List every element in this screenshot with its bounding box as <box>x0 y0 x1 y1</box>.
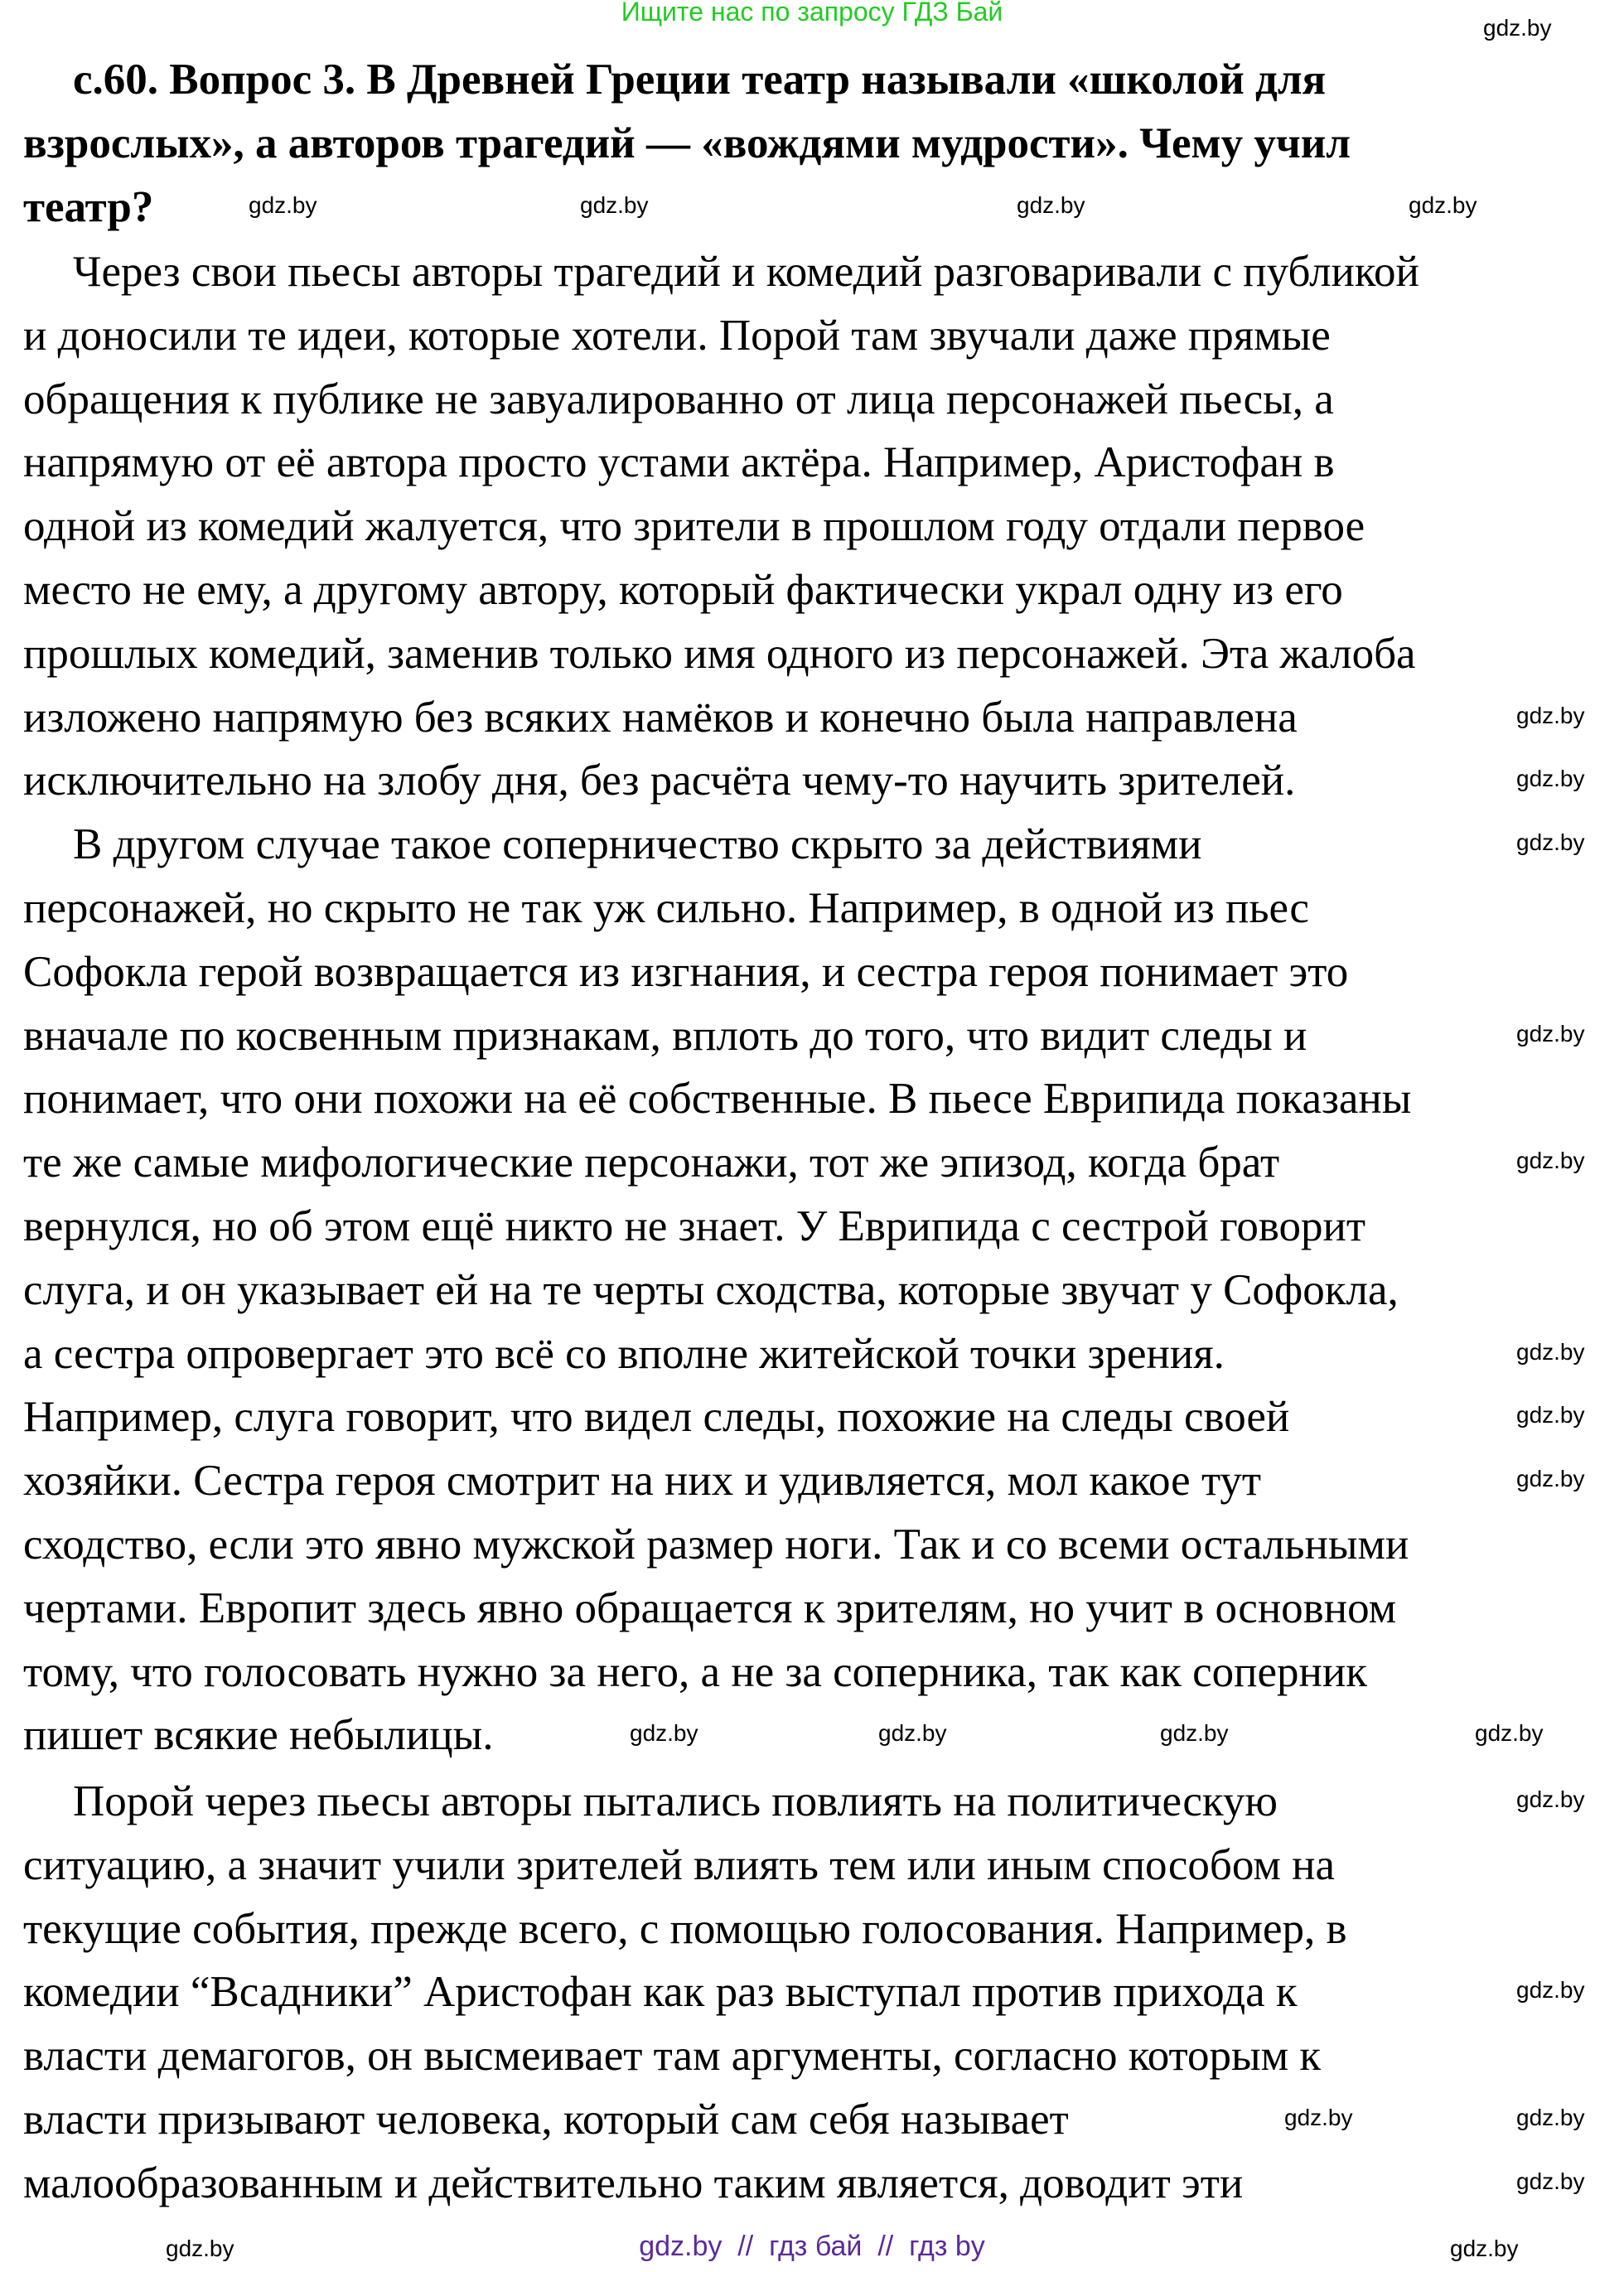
text-line: персонажей, но скрыто не так уж сильно. Например, в одной из пьес <box>23 883 1309 932</box>
text-line: текущие события, прежде всего, с помощью голосования. Например, в <box>23 1904 1347 1953</box>
watermark: gdz.by <box>1516 1021 1585 1047</box>
watermark: gdz.by <box>249 192 317 218</box>
text-line: обращения к публике не завуалированно от лица персонажей пьесы, а <box>23 375 1334 423</box>
answer-body <box>23 240 1419 1767</box>
watermark: gdz.by <box>1516 2105 1585 2130</box>
watermark: gdz.by <box>1516 2168 1585 2194</box>
watermark: gdz.by <box>1516 1977 1585 2003</box>
watermark: gdz.by <box>1483 15 1552 41</box>
question-heading <box>23 48 1351 239</box>
watermark: gdz.by <box>1450 2236 1519 2261</box>
watermark: gdz.by <box>1017 192 1085 218</box>
text-line: исключительно на злобу дня, без расчёта чему-то научить зрителей. <box>23 757 1296 805</box>
search-banner[interactable]: Ищите нас по запросу ГДЗ Бай <box>621 0 1003 27</box>
text-line: тому, что голосовать нужно за него, а не за соперника, так как соперник <box>23 1647 1367 1696</box>
text-line: власти демагогов, он высмеивает там аргументы, согласно которым к <box>23 2032 1322 2081</box>
text-line: Через свои пьесы авторы трагедий и комедий разговаривали с публикой <box>73 248 1419 296</box>
watermark: gdz.by <box>1516 703 1585 728</box>
text-line: пишет всякие небылицы. <box>23 1711 494 1760</box>
text-line: напрямую от её автора просто устами актёра. Например, Аристофан в <box>23 438 1335 487</box>
footer-links[interactable] <box>0 2231 1624 2263</box>
watermark: gdz.by <box>630 1720 698 1746</box>
watermark: gdz.by <box>1516 1402 1585 1428</box>
watermark: gdz.by <box>1475 1720 1544 1746</box>
text-line: те же самые мифологические персонажи, тот же эпизод, когда брат <box>23 1138 1280 1187</box>
text-line: место не ему, а другому автору, который фактически украл одну из его <box>23 565 1343 614</box>
text-line: изложено напрямую без всяких намёков и конечно была направлена <box>23 693 1298 742</box>
footer-links-text[interactable]: gdz.by // гдз бай // гдз by <box>639 2231 985 2262</box>
text-line: малообразованным и действительно таким является, доводит эти <box>23 2158 1244 2207</box>
heading-line: театр? <box>23 183 154 231</box>
watermark: gdz.by <box>1516 1466 1585 1491</box>
watermark: gdz.by <box>1516 829 1585 855</box>
watermark: gdz.by <box>1409 192 1477 218</box>
watermark: gdz.by <box>1284 2105 1353 2130</box>
text-line: Софокла герой возвращается из изгнания, и сестра героя понимает это <box>23 947 1349 996</box>
watermark: gdz.by <box>1516 1148 1585 1173</box>
answer-body-continued <box>23 1770 1347 2216</box>
text-line: вначале по косвенным признакам, вплоть до того, что видит следы и <box>23 1011 1307 1060</box>
text-line: Порой через пьесы авторы пытались повлиять на политическую <box>73 1777 1278 1825</box>
text-line: и доносили те идеи, которые хотели. Порой там звучали даже прямые <box>23 311 1331 360</box>
heading-line: взрослых», а авторов трагедий — «вождями мудрости». Чему учил <box>23 119 1351 167</box>
watermark: gdz.by <box>580 192 649 218</box>
text-line: хозяйки. Сестра героя смотрит на них и удивляется, мол какое тут <box>23 1457 1262 1506</box>
watermark: gdz.by <box>1516 766 1585 791</box>
text-line: слуга, и он указывает ей на те черты сходства, которые звучат у Софокла, <box>23 1265 1399 1314</box>
text-line: прошлых комедий, заменив только имя одного из персонажей. Эта жалоба <box>23 629 1416 678</box>
watermark: gdz.by <box>878 1720 947 1746</box>
watermark: gdz.by <box>1160 1720 1229 1746</box>
heading-line: с.60. Вопрос 3. В Древней Греции театр называли «школой для <box>73 56 1327 104</box>
text-line: комедии “Всадники” Аристофан как раз выступал против прихода к <box>23 1968 1298 2017</box>
watermark: gdz.by <box>1516 1339 1585 1365</box>
text-line: а сестра опровергает это всё со вполне житейской точки зрения. <box>23 1329 1225 1378</box>
text-line: В другом случае такое соперничество скрыто за действиями <box>73 820 1202 869</box>
text-line: Например, слуга говорит, что видел следы, похожие на следы своей <box>23 1393 1290 1442</box>
text-line: сходство, если это явно мужской размер ноги. Так и со всеми остальными <box>23 1520 1409 1569</box>
text-line: власти призывают человека, который сам себя называет <box>23 2095 1069 2144</box>
watermark: gdz.by <box>1516 1786 1585 1812</box>
text-line: одной из комедий жалуется, что зрители в прошлом году отдали первое <box>23 502 1365 551</box>
watermark: gdz.by <box>166 2236 234 2261</box>
text-line: понимает, что они похожи на её собственные. В пьесе Еврипида показаны <box>23 1075 1412 1124</box>
text-line: вернулся, но об этом ещё никто не знает. У Еврипида с сестрой говорит <box>23 1201 1366 1250</box>
text-line: чертами. Европит здесь явно обращается к зрителям, но учит в основном <box>23 1583 1397 1632</box>
text-line: ситуацию, а значит учили зрителей влиять тем или иным способом на <box>23 1840 1336 1889</box>
